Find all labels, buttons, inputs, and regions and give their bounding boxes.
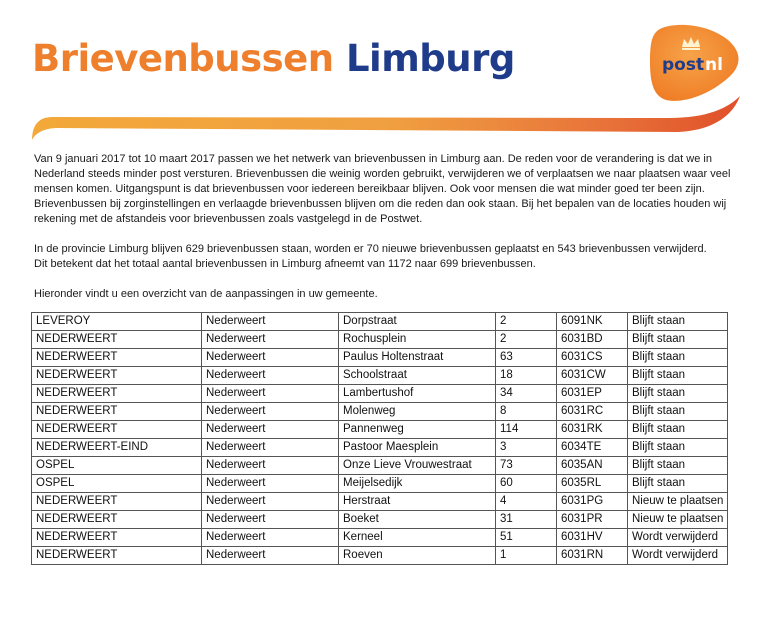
table-row [32, 529, 728, 547]
cell-street: Dorpstraat [339, 313, 496, 331]
table-row [32, 421, 728, 439]
cell-postcode: 6031RK [557, 421, 628, 439]
cell-street: Roeven [339, 547, 496, 565]
cell-house-number: 114 [496, 421, 557, 439]
cell-place: OSPEL [32, 475, 202, 493]
table-row [32, 313, 728, 331]
cell-municipality: Nederweert [202, 439, 339, 457]
mailbox-table [31, 312, 728, 565]
cell-street: Pastoor Maesplein [339, 439, 496, 457]
cell-house-number: 1 [496, 547, 557, 565]
cell-street: Meijelsedijk [339, 475, 496, 493]
cell-status: Blijft staan [628, 331, 728, 349]
page-title [32, 37, 515, 80]
cell-place: NEDERWEERT [32, 349, 202, 367]
cell-status: Blijft staan [628, 313, 728, 331]
cell-street: Boeket [339, 511, 496, 529]
cell-street: Molenweg [339, 403, 496, 421]
cell-postcode: 6031BD [557, 331, 628, 349]
cell-place: NEDERWEERT [32, 511, 202, 529]
table-row [32, 331, 728, 349]
cell-municipality: Nederweert [202, 511, 339, 529]
cell-status: Blijft staan [628, 457, 728, 475]
cell-house-number: 18 [496, 367, 557, 385]
cell-street: Herstraat [339, 493, 496, 511]
cell-postcode: 6034TE [557, 439, 628, 457]
cell-municipality: Nederweert [202, 403, 339, 421]
cell-postcode: 6031PG [557, 493, 628, 511]
cell-street: Kerneel [339, 529, 496, 547]
cell-municipality: Nederweert [202, 547, 339, 565]
cell-municipality: Nederweert [202, 331, 339, 349]
table-row [32, 439, 728, 457]
cell-house-number: 60 [496, 475, 557, 493]
intro-paragraph-3: Hieronder vindt u een overzicht van de aanpassingen in uw gemeente. [34, 288, 378, 300]
cell-postcode: 6031PR [557, 511, 628, 529]
cell-status: Blijft staan [628, 349, 728, 367]
cell-status: Wordt verwijderd [628, 547, 728, 565]
cell-status: Wordt verwijderd [628, 529, 728, 547]
table-row [32, 367, 728, 385]
cell-street: Lambertushof [339, 385, 496, 403]
cell-place: NEDERWEERT [32, 385, 202, 403]
cell-house-number: 34 [496, 385, 557, 403]
intro-paragraph-2-line-2: Dit betekent dat het totaal aantal brievenbussen in Limburg afneemt van 1172 naar 699 brievenbussen. [34, 258, 536, 270]
cell-street: Pannenweg [339, 421, 496, 439]
title-brievenbussen: Brievenbussen [32, 37, 334, 80]
cell-street: Schoolstraat [339, 367, 496, 385]
cell-street: Rochusplein [339, 331, 496, 349]
cell-municipality: Nederweert [202, 385, 339, 403]
table-row [32, 457, 728, 475]
cell-municipality: Nederweert [202, 421, 339, 439]
cell-postcode: 6091NK [557, 313, 628, 331]
intro-paragraph-2-line-1: In de provincie Limburg blijven 629 brievenbussen staan, worden er 70 nieuwe brievenbussen geplaatst en 543 brievenbussen verwijderd. [34, 243, 707, 255]
cell-house-number: 2 [496, 331, 557, 349]
table-row [32, 547, 728, 565]
table-row [32, 385, 728, 403]
table-row [32, 349, 728, 367]
cell-house-number: 63 [496, 349, 557, 367]
cell-postcode: 6031HV [557, 529, 628, 547]
cell-house-number: 2 [496, 313, 557, 331]
title-limburg: Limburg [345, 37, 515, 80]
cell-place: OSPEL [32, 457, 202, 475]
cell-postcode: 6031CW [557, 367, 628, 385]
cell-place: NEDERWEERT [32, 403, 202, 421]
cell-municipality: Nederweert [202, 367, 339, 385]
cell-place: LEVEROY [32, 313, 202, 331]
cell-municipality: Nederweert [202, 349, 339, 367]
table-row [32, 493, 728, 511]
cell-postcode: 6031EP [557, 385, 628, 403]
cell-status: Blijft staan [628, 475, 728, 493]
postnl-logo [648, 22, 742, 104]
cell-place: NEDERWEERT [32, 529, 202, 547]
cell-street: Paulus Holtenstraat [339, 349, 496, 367]
cell-postcode: 6031RN [557, 547, 628, 565]
cell-status: Blijft staan [628, 421, 728, 439]
cell-place: NEDERWEERT [32, 421, 202, 439]
cell-street: Onze Lieve Vrouwestraat [339, 457, 496, 475]
intro-paragraph-1: Van 9 januari 2017 tot 10 maart 2017 passen we het netwerk van brievenbussen in Limburg aan. De reden voor de verandering is dat we in Nederland steeds minder post versturen. Brievenbussen die weinig worden gebruikt, verwijderen we of verplaatsen we naar plaatsen waar veel mensen komen. Uitgangspunt is dat brievenbussen voor iedereen bereikbaar blijven. Ook voor mensen die wat minder goed ter been zijn. Brievenbussen bij zorginstellingen en verlaagde brievenbussen blijven om die reden dan ook staan. Bij het bepalen van de locaties houden wij rekening met de afstandeis voor brievenbussen zoals vastgelegd in de Postwet. [34, 153, 731, 225]
cell-place: NEDERWEERT [32, 547, 202, 565]
cell-postcode: 6035RL [557, 475, 628, 493]
table-row [32, 403, 728, 421]
cell-status: Blijft staan [628, 367, 728, 385]
cell-house-number: 31 [496, 511, 557, 529]
cell-municipality: Nederweert [202, 475, 339, 493]
cell-house-number: 73 [496, 457, 557, 475]
cell-place: NEDERWEERT [32, 367, 202, 385]
cell-postcode: 6031RC [557, 403, 628, 421]
table-row [32, 511, 728, 529]
cell-municipality: Nederweert [202, 529, 339, 547]
cell-place: NEDERWEERT [32, 493, 202, 511]
cell-house-number: 51 [496, 529, 557, 547]
cell-municipality: Nederweert [202, 493, 339, 511]
cell-postcode: 6035AN [557, 457, 628, 475]
intro-paragraph-2 [34, 242, 734, 272]
cell-status: Nieuw te plaatsen [628, 493, 728, 511]
svg-text:post: post [662, 55, 705, 75]
cell-status: Nieuw te plaatsen [628, 511, 728, 529]
cell-municipality: Nederweert [202, 313, 339, 331]
cell-status: Blijft staan [628, 403, 728, 421]
cell-municipality: Nederweert [202, 457, 339, 475]
intro-text [34, 152, 734, 317]
cell-house-number: 3 [496, 439, 557, 457]
cell-house-number: 4 [496, 493, 557, 511]
cell-status: Blijft staan [628, 385, 728, 403]
header-swoosh [28, 96, 744, 144]
cell-place: NEDERWEERT-EIND [32, 439, 202, 457]
cell-postcode: 6031CS [557, 349, 628, 367]
svg-text:nl: nl [705, 55, 723, 75]
cell-status: Blijft staan [628, 439, 728, 457]
cell-house-number: 8 [496, 403, 557, 421]
table-row [32, 475, 728, 493]
cell-place: NEDERWEERT [32, 331, 202, 349]
